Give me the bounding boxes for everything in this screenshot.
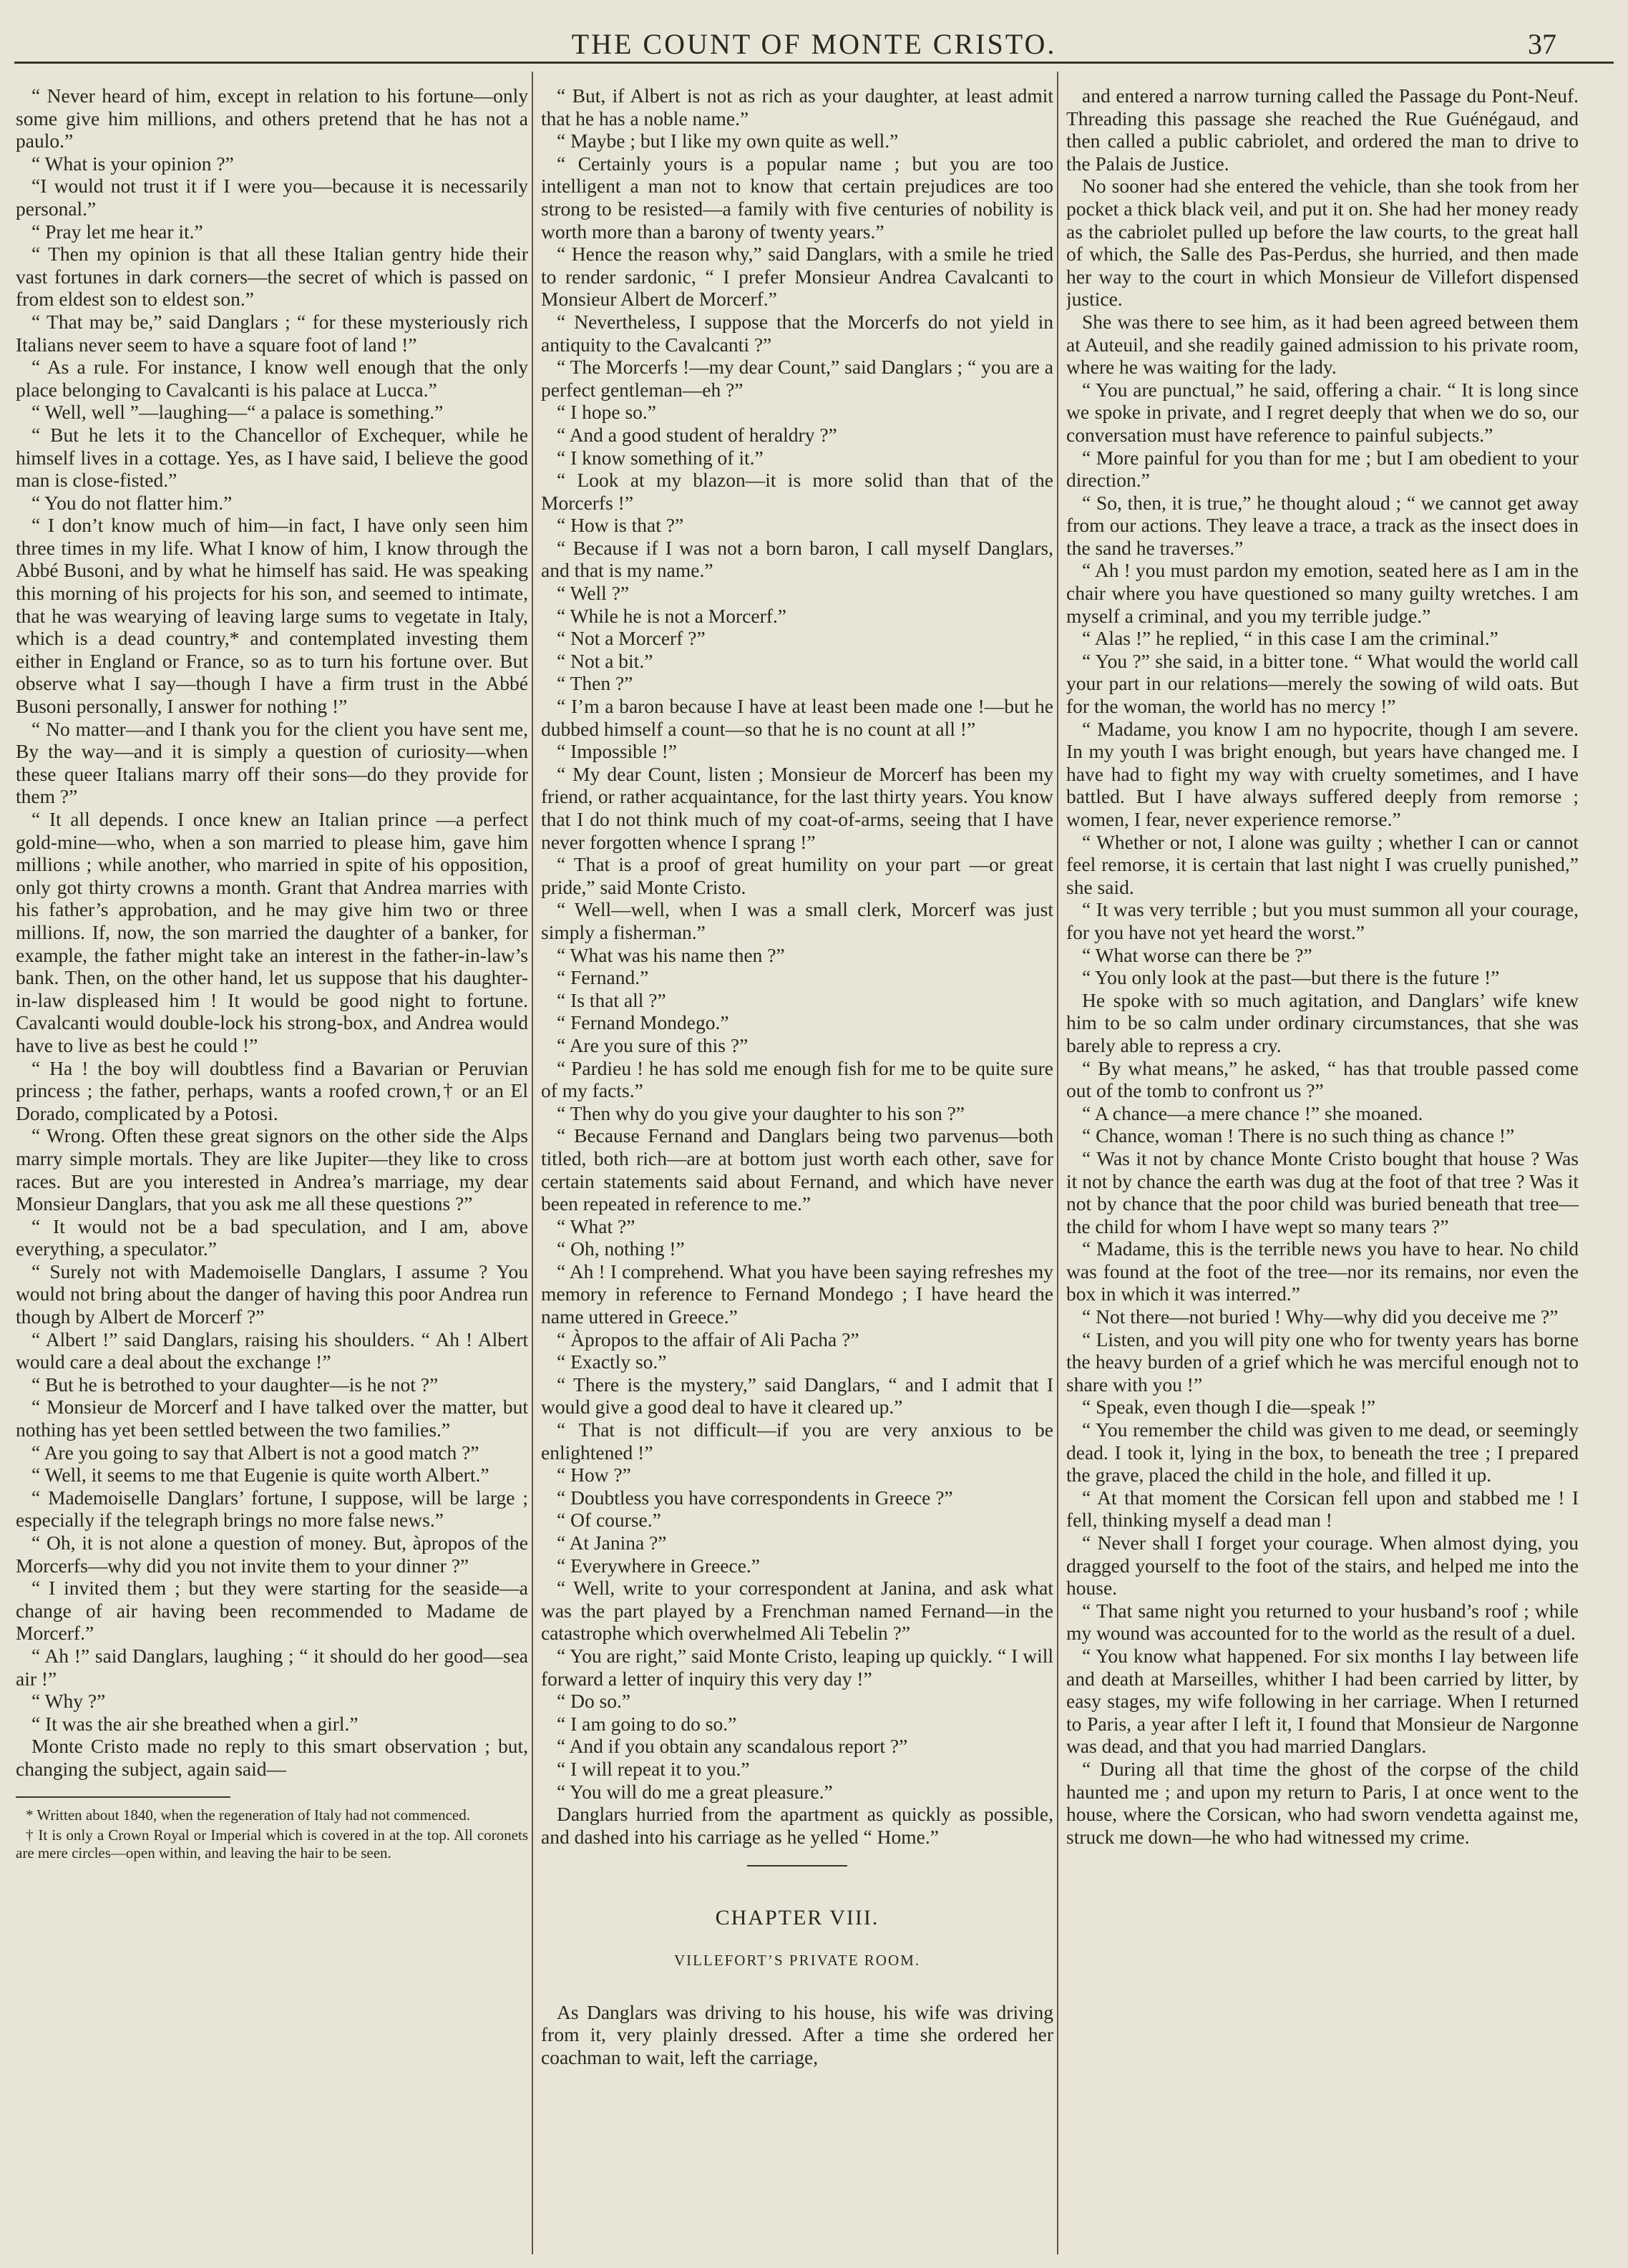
paragraph: “ That is a proof of great humility on your part —or great pride,” said Monte Cristo. bbox=[541, 853, 1053, 898]
paragraph: “ Look at my blazon—it is more solid than that of the Morcerfs !” bbox=[541, 469, 1053, 514]
column-2 bbox=[541, 84, 1053, 2260]
paragraph: “ Chance, woman ! There is no such thing as chance !” bbox=[1082, 1124, 1515, 1147]
page-number: 37 bbox=[1528, 28, 1556, 60]
paragraph: “ Well, it seems to me that Eugenie is quite worth Albert.” bbox=[31, 1464, 489, 1486]
paragraph: “ Nevertheless, I suppose that the Morcerfs do not yield in antiquity to the Cavalcanti ?” bbox=[541, 310, 1053, 356]
footnote: * Written about 1840, when the regeneration of Italy had not commenced. bbox=[26, 1806, 470, 1824]
paragraph: “ Are you sure of this ?” bbox=[557, 1033, 749, 1056]
paragraph: “ Exactly so.” bbox=[557, 1350, 667, 1373]
paragraph: “ Pardieu ! he has sold me enough fish for me to be quite sure of my facts.” bbox=[541, 1056, 1053, 1102]
paragraph: “ Of course.” bbox=[557, 1509, 661, 1532]
paragraph: “ It was the air she breathed when a girl.” bbox=[31, 1712, 359, 1735]
paragraph: He spoke with so much agitation, and Danglars’ wife knew him to be so calm under ordinary circumstances, that she was barely able to repress a cry. bbox=[1066, 988, 1579, 1056]
column-2-text bbox=[541, 84, 1053, 1848]
paragraph: “ You are right,” said Monte Cristo, leaping up quickly. “ I will forward a letter of inquiry this very day !” bbox=[541, 1644, 1053, 1690]
paragraph: “ How is that ?” bbox=[557, 514, 684, 537]
paragraph: “ Well, write to your correspondent at Janina, and ask what was the part played by a Frenchman named Fernand—in the catastrophe which overwhelmed Ali Tebelin ?” bbox=[541, 1577, 1053, 1645]
paragraph: “ Fernand.” bbox=[557, 966, 649, 989]
paragraph: “ No matter—and I thank you for the client you have sent me, By the way—and it is simply a question of curiosity—when these queer Italians marry off their sons—do they provide for them ?” bbox=[16, 717, 528, 808]
paragraph: “ Speak, even though I die—speak !” bbox=[1082, 1396, 1376, 1418]
paragraph: “ That is not difficult—if you are very anxious to be enlightened !” bbox=[541, 1418, 1053, 1464]
paragraph: “ Pray let me hear it.” bbox=[31, 220, 203, 243]
paragraph: “ That may be,” said Danglars ; “ for these mysteriously rich Italians never seem to have a square foot of land !” bbox=[16, 310, 528, 356]
paragraph: “ You are punctual,” he said, offering a chair. “ It is long since we spoke in private, and I regret deeply that when we do so, our conversation must have reference to painful subjects.” bbox=[1066, 378, 1579, 446]
paragraph: “ You ?” she said, in a bitter tone. “ What would the world call your part in our relations—merely the sowing of wild oats. But for the woman, the world has no mercy !” bbox=[1066, 649, 1579, 718]
paragraph: “ And if you obtain any scandalous report ?” bbox=[557, 1735, 908, 1758]
paragraph: “ What is your opinion ?” bbox=[31, 152, 234, 175]
paragraph: “ Well—well, when I was a small clerk, Morcerf was just simply a fisherman.” bbox=[541, 898, 1053, 943]
paragraph: “ You will do me a great pleasure.” bbox=[557, 1780, 833, 1803]
column-1 bbox=[16, 84, 528, 2260]
paragraph: “ Then ?” bbox=[557, 672, 633, 695]
paragraph: “ Hence the reason why,” said Danglars, with a smile he tried to render sardonic, “ I prefer Monsieur Andrea Cavalcanti to Monsieur Albert de Morcerf.” bbox=[541, 243, 1053, 311]
paragraph: “ How ?” bbox=[557, 1464, 631, 1486]
paragraph: “ Everywhere in Greece.” bbox=[557, 1554, 760, 1577]
paragraph: “ I’m a baron because I have at least been made one !—but he dubbed himself a count—so that he is no count at all !” bbox=[541, 695, 1053, 740]
paragraph: “ Why ?” bbox=[31, 1690, 106, 1713]
paragraph: “I would not trust it if I were you—because it is necessarily personal.” bbox=[16, 175, 528, 220]
paragraph: “ Fernand Mondego.” bbox=[557, 1011, 729, 1034]
footnotes bbox=[16, 1806, 528, 1862]
paragraph: “ You remember the child was given to me dead, or seemingly dead. I took it, lying in the box, to beneath the tree ; I prepared the grave, placed the child in the hole, and filled it up. bbox=[1066, 1418, 1579, 1486]
paragraph: “ But he is betrothed to your daughter—is he not ?” bbox=[31, 1373, 439, 1396]
paragraph: “ Àpropos to the affair of Ali Pacha ?” bbox=[557, 1328, 859, 1350]
paragraph: “ Ah !” said Danglars, laughing ; “ it should do her good—sea air !” bbox=[16, 1644, 528, 1690]
column-3-text bbox=[1066, 84, 1579, 1848]
paragraph: “ It all depends. I once knew an Italian prince —a perfect gold-mine—who, when a son married to please him, gave him millions ; while another, who married in spite of his opposition, only got thirty crowns a month. Grant that Andrea marries with his father’s approbation, and he may give him two or three millions. If, now, the son married the daughter of a banker, for example, the father might take an interest in the father-in-law’s bank. Then, on the other hand, let us suppose that his daughter-in-law displeased him ! It would be good night to fortune. Cavalcanti would double-lock his strong-box, and Andrea would have to live as best he could !” bbox=[16, 808, 528, 1056]
paragraph: “ What ?” bbox=[557, 1215, 635, 1237]
header-rule bbox=[14, 62, 1614, 64]
paragraph: “ Because if I was not a born baron, I call myself Danglars, and that is my name.” bbox=[541, 536, 1053, 582]
paragraph: “ My dear Count, listen ; Monsieur de Morcerf has been my friend, or rather acquaintance, for the last thirty years. You know that I do not think much of my coat-of-arms, seeing that I have never forgotten whence I sprang !” bbox=[541, 762, 1053, 853]
paragraph: “ Surely not with Mademoiselle Danglars, I assume ? You would not bring about the danger of having this poor Andrea run though by Albert de Morcerf ?” bbox=[16, 1260, 528, 1328]
paragraph: “ Is that all ?” bbox=[557, 988, 666, 1011]
column-3 bbox=[1066, 84, 1579, 2260]
paragraph: “ Doubtless you have correspondents in Greece ?” bbox=[557, 1486, 953, 1509]
paragraph: “ Never shall I forget your courage. When almost dying, you dragged yourself to the foot of the stairs, and helped me into the house. bbox=[1066, 1532, 1579, 1600]
paragraph: “ I don’t know much of him—in fact, I have only seen him three times in my life. What I know of him, I know through the Abbé Busoni, and by what he himself has said. He was speaking this morning of his projects for his son, and seemed to intimate, that he was wearying of leaving large sums to vegetate in Italy, which is a dead country,* and contemplated investing them either in England or France, so as to turn his fortune over. But observe what I say—though I have a firm trust in the Abbé Busoni personally, I answer for nothing !” bbox=[16, 514, 528, 718]
running-title: THE COUNT OF MONTE CRISTO. bbox=[571, 28, 1057, 60]
paragraph: “ By what means,” he asked, “ has that trouble passed come out of the tomb to confront us ?” bbox=[1066, 1056, 1579, 1102]
column-separator bbox=[532, 72, 533, 2254]
paragraph: “ I know something of it.” bbox=[557, 446, 764, 469]
paragraph: “ Certainly yours is a popular name ; but you are too intelligent a man not to know that certain prejudices are too strong to be resisted—a family with five centuries of nobility is worth more than a barony of twenty years.” bbox=[541, 152, 1053, 243]
paragraph: “ I will repeat it to you.” bbox=[557, 1757, 750, 1780]
footnote: † It is only a Crown Royal or Imperial which is covered in at the top. All coronets are mere circles—open within, and leaving the hair to be seen. bbox=[16, 1826, 528, 1861]
column-separator bbox=[1057, 72, 1058, 2254]
paragraph: Danglars hurried from the apartment as quickly as possible, and dashed into his carriage as he yelled “ Home.” bbox=[541, 1803, 1053, 1848]
chapter-opening-paragraph: As Danglars was driving to his house, his wife was driving from it, very plainly dressed. After a time she ordered her coachman to wait, left the carriage, bbox=[541, 2000, 1053, 2068]
paragraph: “ But he lets it to the Chancellor of Exchequer, while he himself lives in a cottage. Yes, as I have said, I believe the good man is close-fisted.” bbox=[16, 423, 528, 492]
paragraph: “ I invited them ; but they were starting for the seaside—a change of air having been recommended to Madame de Morcerf.” bbox=[16, 1577, 528, 1645]
paragraph: Monte Cristo made no reply to this smart observation ; but, changing the subject, again said— bbox=[16, 1735, 528, 1780]
paragraph: “ Alas !” he replied, “ in this case I am the criminal.” bbox=[1082, 627, 1498, 650]
paragraph: “ Albert !” said Danglars, raising his shoulders. “ Ah ! Albert would care a deal about the exchange !” bbox=[16, 1328, 528, 1373]
paragraph: “ You do not flatter him.” bbox=[31, 491, 233, 514]
paragraph: “ At Janina ?” bbox=[557, 1532, 667, 1554]
paragraph: “ That same night you returned to your husband’s roof ; while my wound was accounted for to the world as the result of a duel. bbox=[1066, 1599, 1579, 1645]
paragraph: “ Madame, you know I am no hypocrite, though I am severe. In my youth I was bright enough, but years have changed me. I have had to fight my way with cruelty sometimes, and I have battled. But I have always suffered deeply from remorse ; women, I fear, never experience remorse.” bbox=[1066, 717, 1579, 830]
paragraph: “ What worse can there be ?” bbox=[1082, 943, 1312, 966]
paragraph: “ Ah ! you must pardon my emotion, seated here as I am in the chair where you have questioned so many guilty wretches. I am myself a criminal, and you my terrible judge.” bbox=[1066, 559, 1579, 627]
paragraph: “ As a rule. For instance, I know well enough that the only place belonging to Cavalcanti is his palace at Lucca.” bbox=[16, 356, 528, 401]
paragraph: “ Impossible !” bbox=[557, 740, 678, 763]
paragraph: “ I am going to do so.” bbox=[557, 1712, 737, 1735]
paragraph: “ Monsieur de Morcerf and I have talked over the matter, but nothing has yet been settled between the two families.” bbox=[16, 1396, 528, 1441]
paragraph: “ Maybe ; but I like my own quite as well.” bbox=[557, 130, 899, 152]
paragraph: “ Oh, it is not alone a question of money. But, àpropos of the Morcerfs—why did you not invite them to your dinner ?” bbox=[16, 1532, 528, 1577]
paragraph: “ Listen, and you will pity one who for twenty years has borne the heavy burden of a grief which he was merciful enough not to share with you !” bbox=[1066, 1328, 1579, 1396]
paragraph: “ Oh, nothing !” bbox=[557, 1237, 685, 1260]
paragraph: She was there to see him, as it had been agreed between them at Auteuil, and she readily gained admission to his private room, where he was waiting for the lady. bbox=[1066, 310, 1579, 379]
paragraph: No sooner had she entered the vehicle, than she took from her pocket a thick black veil, and put it on. She had her money ready as the cabriolet pulled up before the law courts, to the great hall of which, the Salle des Pas-Perdus, she hurried, and then made her way to the court in which Monsieur de Villefort dispensed justice. bbox=[1066, 175, 1579, 311]
paragraph: “ Not there—not buried ! Why—why did you deceive me ?” bbox=[1082, 1305, 1559, 1328]
paragraph: “ Was it not by chance Monte Cristo bought that house ? Was it not by chance the earth was dug at the foot of that tree ? Was it not by chance that the poor child was buried beneath that tree—the child for whom I have wept so many tears ?” bbox=[1066, 1147, 1579, 1237]
paragraph: “ What was his name then ?” bbox=[557, 943, 785, 966]
paragraph: “ You only look at the past—but there is the future !” bbox=[1082, 966, 1500, 989]
footnote-rule bbox=[16, 1796, 230, 1798]
column-1-text bbox=[16, 84, 528, 1781]
paragraph: “ Well ?” bbox=[557, 582, 630, 605]
paragraph: “ Mademoiselle Danglars’ fortune, I suppose, will be large ; especially if the telegraph brings no more false news.” bbox=[16, 1486, 528, 1532]
paragraph: “ But, if Albert is not as rich as your daughter, at least admit that he has a noble name.” bbox=[541, 84, 1053, 130]
paragraph: “ Ah ! I comprehend. What you have been saying refreshes my memory in reference to Fernand Mondego ; I have heard the name uttered in Greece.” bbox=[541, 1260, 1053, 1328]
paragraph: “ Never heard of him, except in relation to his fortune—only some give him millions, and others pretend that he has not a paulo.” bbox=[16, 84, 528, 152]
paragraph: “ I hope so.” bbox=[557, 401, 656, 424]
paragraph: “ Not a bit.” bbox=[557, 649, 653, 672]
paragraph: “ The Morcerfs !—my dear Count,” said Danglars ; “ you are a perfect gentleman—eh ?” bbox=[541, 356, 1053, 401]
paragraph: “ It was very terrible ; but you must summon all your courage, for you have not yet heard the worst.” bbox=[1066, 898, 1579, 943]
paragraph: “ Ha ! the boy will doubtless find a Bavarian or Peruvian princess ; the father, perhaps, wants a roofed crown,† or an El Dorado, complicated by a Potosi. bbox=[16, 1056, 528, 1124]
paragraph: “ While he is not a Morcerf.” bbox=[557, 604, 786, 627]
paragraph: “ Not a Morcerf ?” bbox=[557, 627, 706, 650]
paragraph: “ At that moment the Corsican fell upon and stabbed me ! I fell, thinking myself a dead man ! bbox=[1066, 1486, 1579, 1532]
paragraph: “ Then why do you give your daughter to his son ?” bbox=[557, 1101, 965, 1124]
paragraph: “ Then my opinion is that all these Italian gentry hide their vast fortunes in dark corners—the secret of which is passed on from eldest son to eldest son.” bbox=[16, 243, 528, 311]
paragraph: “ Are you going to say that Albert is not a good match ?” bbox=[31, 1441, 479, 1464]
chapter-rule bbox=[747, 1865, 847, 1867]
paragraph: “ Wrong. Often these great signors on the other side the Alps marry simple mortals. They are like Jupiter—they like to cross races. But are you interested in Andrea’s marriage, my dear Monsieur Danglars, that you ask me all these questions ?” bbox=[16, 1124, 528, 1215]
paragraph: “ So, then, it is true,” he thought aloud ; “ we cannot get away from our actions. They leave a trace, a track as the insect does in the sand he traverses.” bbox=[1066, 491, 1579, 559]
paragraph: “ You know what happened. For six months I lay between life and death at Marseilles, whither I had been carried by litter, by easy stages, my wife following in her carriage. When I returned to Paris, a year after I left it, I found that Monsieur de Nargonne was dead, and that you had married Danglars. bbox=[1066, 1644, 1579, 1758]
paragraph: “ Do so.” bbox=[557, 1690, 631, 1713]
chapter-title: CHAPTER VIII. bbox=[715, 1906, 879, 1930]
paragraph: “ Because Fernand and Danglars being two parvenus—both titled, both rich—are at bottom just worth each other, save for certain statements said about Fernand, and which have never been repeated in reference to me.” bbox=[541, 1124, 1053, 1215]
running-head bbox=[0, 27, 1628, 63]
paragraph: “ During all that time the ghost of the corpse of the child haunted me ; and upon my return to Paris, I at once went to the house, where the Corsican, who had sworn vendetta against me, struck me down—he who had witnessed my crime. bbox=[1066, 1757, 1579, 1848]
paragraph: “ It would not be a bad speculation, and I am, above everything, a speculator.” bbox=[16, 1215, 528, 1260]
paragraph: and entered a narrow turning called the Passage du Pont-Neuf. Threading this passage she reached the Rue Guénégaud, and then called a public cabriolet, and ordered the man to drive to the Palais de Justice. bbox=[1066, 84, 1579, 175]
paragraph: “ Madame, this is the terrible news you have to hear. No child was found at the foot of the tree—nor its remains, nor even the box in which it was interred.” bbox=[1066, 1237, 1579, 1305]
paragraph: “ More painful for you than for me ; but I am obedient to your direction.” bbox=[1066, 446, 1579, 492]
paragraph: “ Well, well ”—laughing—“ a palace is something.” bbox=[31, 401, 444, 424]
paragraph: “ There is the mystery,” said Danglars, “ and I admit that I would give a good deal to have it cleared up.” bbox=[541, 1373, 1053, 1418]
paragraph: “ Whether or not, I alone was guilty ; whether I can or cannot feel remorse, it is certain that last night I was cruelly punished,” she said. bbox=[1066, 830, 1579, 898]
paragraph: “ And a good student of heraldry ?” bbox=[557, 423, 837, 446]
paragraph: “ A chance—a mere chance !” she moaned. bbox=[1082, 1101, 1423, 1124]
chapter-subtitle: VILLEFORT’S PRIVATE ROOM. bbox=[673, 1951, 921, 1969]
